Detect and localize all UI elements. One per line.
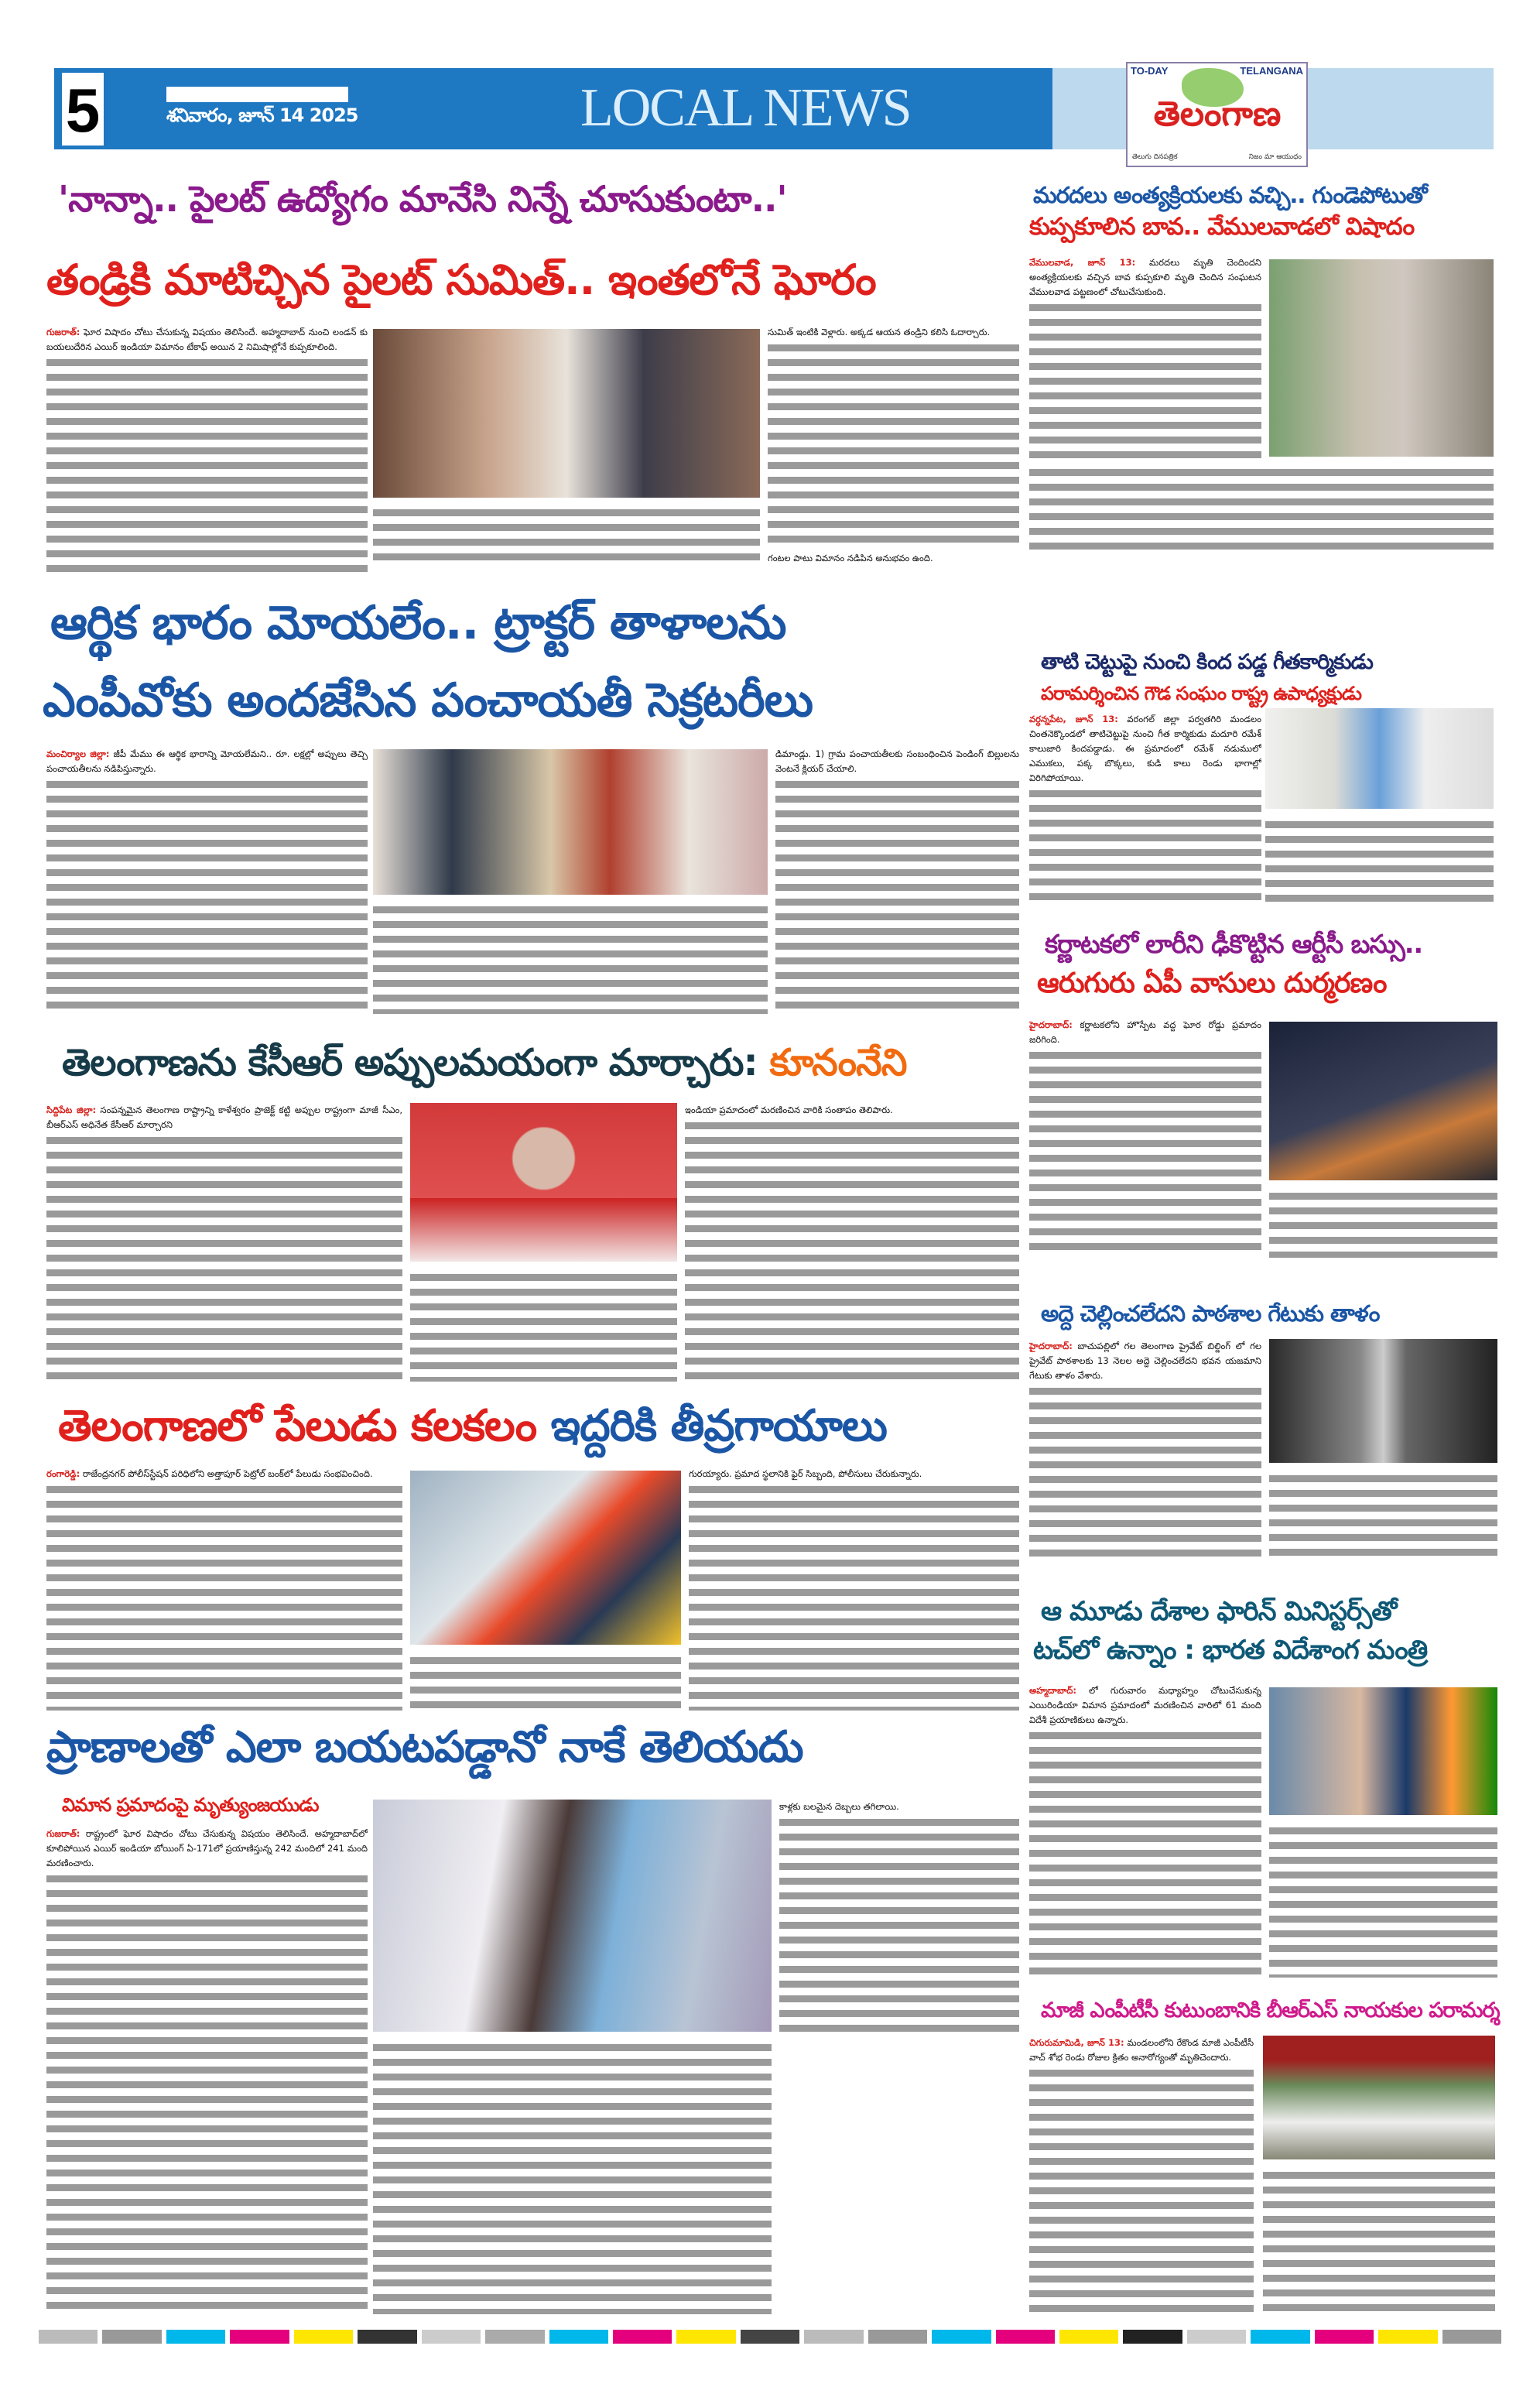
print-color-bars — [39, 2330, 1501, 2344]
side4-headline: అద్దె చెల్లించలేదని పాఠశాల గేటుకు తాళం — [1041, 1300, 1380, 1327]
newspaper-logo — [1126, 62, 1308, 167]
story5-col-right: కాళ్లకు బలమైన దెబ్బలు తగిలాయి. — [779, 1800, 1019, 2032]
side5-headline-2: టచ్‌లో ఉన్నాం : భారత విదేశాంగ మంత్రి — [1033, 1635, 1428, 1666]
story2-photo — [373, 749, 768, 895]
story2-headline-1: ఆర్థిక భారం మోయలేం.. ట్రాక్టర్ తాళాలను — [50, 596, 786, 650]
side6-photo — [1263, 2036, 1495, 2159]
side6-col: చిగురుమామిడి, జూన్ 13: మండలంలోని రేకొండ మాజీ ఎంపీటీసీ వాచ్ శోభ రెండు రోజుల క్రితం అనారోగ్యంతో మృతిచెందారు. — [1029, 2036, 1254, 2314]
story2-col-left: మంచిర్యాల జిల్లా: జీపీ మేము ఈ ఆర్థిక భారాన్ని మోయలేమని.. రూ. లక్షల్లో అప్పులు తెచ్చి పంచాయతీలను నడిపిస్తున్నారు. — [46, 747, 368, 1014]
side1-headline-2: కుప్పకూలిన బావ.. వేములవాడలో విషాదం — [1029, 213, 1415, 241]
page-number: 5 — [60, 71, 105, 147]
side2-headline-2: పరామర్శించిన గౌడ సంఘం రాష్ట్ర ఉపాధ్యక్షుడు — [1041, 683, 1361, 704]
side1-photo — [1269, 259, 1494, 457]
story3-col-under-photo — [410, 1269, 677, 1382]
lead-text: ఘోర విషాదం చోటు చేసుకున్న విషయం తెలిసిందే. అహ్మదాబాద్ నుంచి లండన్ కు బయలుదేరిన ఎయిర్ ఇండియా విమానం టేకాఫ్ అయిన 2 నిమిషాల్లోనే కుప్పకూలింది. — [46, 327, 368, 352]
story2-col-under-photo — [373, 902, 768, 1014]
story1-tail: గంటల పాటు విమానం నడిపిన అనుభవం ఉంది. — [768, 553, 933, 563]
side4-col: హైదరాబాద్: బాచుపల్లిలో గల తెలంగాణ ప్రైవేట్ బిల్డింగ్ లో గల ప్రైవేట్ పాఠశాలకు 13 నెలల అద్దె చెల్లించలేదని భవన యజమాని గేటుకు తాళం వేశారు. — [1029, 1339, 1261, 1563]
story5-col-under-photo — [373, 2039, 772, 2314]
body-text — [768, 340, 1019, 550]
side6-headline: మాజీ ఎంపీటీసీ కుటుంబానికి బీఆర్ఎస్ నాయకుల పరామర్శ — [1041, 1998, 1500, 2022]
story3-headline-name: కూనంనేని — [769, 1041, 907, 1084]
story5-headline: ప్రాణాలతో ఎలా బయటపడ్డానో నాకే తెలియదు — [46, 1722, 803, 1772]
side3-headline-1: కర్ణాటకలో లారీని ఢీకొట్టిన ఆర్టీసీ బస్సు.. — [1045, 929, 1422, 959]
story3-headline: తెలంగాణను కేసీఆర్ అప్పులమయంగా మార్చారు: కూనంనేని — [62, 1041, 907, 1084]
dateline: గుజరాత్: — [46, 327, 80, 337]
logo-tagline-left: తెలుగు దినపత్రిక — [1132, 153, 1178, 161]
issue-date: శనివారం, జూన్ 14 2025 — [166, 104, 358, 126]
story1-col-left — [46, 325, 368, 573]
logo-tagline-right: నిజం మా ఆయుధం — [1248, 153, 1302, 161]
story1-headline-2: తండ్రికి మాటిచ్చిన పైలట్ సుమిత్.. ఇంతలోనే ఘోరం — [46, 255, 876, 304]
logo-today: TO-DAY — [1131, 65, 1169, 77]
side4-col-right — [1269, 1471, 1497, 1563]
story3-col-right: ఇండియా ప్రమాదంలో మరణించిన వారికి సంతాపం తెలిపారు. — [685, 1103, 1019, 1382]
side1-headline-1: మరదలు అంత్యక్రియలకు వచ్చి.. గుండెపోటుతో — [1033, 182, 1427, 208]
date-box — [166, 87, 348, 102]
lead-text: సుమిత్ ఇంటికి వెళ్లారు. అక్కడ ఆయన తండ్రిని కలిసి ఓదార్చారు. — [768, 327, 991, 337]
story3-photo — [410, 1103, 677, 1262]
side3-col: హైదరాబాద్: కర్ణాటకలోని హొస్పేట వద్ద ఘోర రోడ్డు ప్రమాదం జరిగింది. — [1029, 1018, 1261, 1258]
side5-headline-1: ఆ మూడు దేశాల ఫారిన్ మినిస్టర్స్‌తో — [1041, 1596, 1397, 1627]
story4-headline: తెలంగాణలో పేలుడు కలకలం ఇద్దరికి తీవ్రగాయాలు — [58, 1401, 887, 1451]
side2-headline-1: తాటి చెట్టుపై నుంచి కింద పడ్డ గీతకార్మికుడు — [1041, 650, 1373, 674]
logo-name: తెలంగాణ — [1153, 94, 1282, 134]
story4-photo — [410, 1471, 681, 1645]
side5-col: అహ్మదాబాద్: లో గురువారం మధ్యాహ్నం చోటుచేసుకున్న ఎయిరిండియా విమాన ప్రమాదంలో మరణించిన వారిలో 61 మంది విదేశీ ప్రయాణికులు ఉన్నారు. — [1029, 1683, 1261, 1978]
story1-col-right — [768, 325, 1019, 550]
side3-photo — [1269, 1022, 1497, 1180]
side3-headline-2: ఆరుగురు ఏపీ వాసులు దుర్మరణం — [1037, 967, 1387, 999]
story1-headline-1: 'నాన్నా.. పైలట్ ఉద్యోగం మానేసి నిన్నే చూసుకుంటా..' — [58, 178, 787, 220]
story3-col-left: సిద్దిపేట జిల్లా: సంపన్నమైన తెలంగాణ రాష్ట్రాన్ని కాళేశ్వరం ప్రాజెక్ట్ కట్టి అప్పుల రాష్ట్రంగా మాజీ సీఎం, బీఆర్ఎస్ అధినేత కేసీఆర్ మార్చారని — [46, 1103, 402, 1382]
story5-subhead: విమాన ప్రమాదంపై మృత్యుంజయుడు — [62, 1794, 319, 1816]
section-title: LOCAL NEWS — [580, 78, 911, 138]
body-text — [46, 354, 368, 573]
side2-photo — [1265, 708, 1494, 809]
side5-col-right — [1269, 1823, 1497, 1978]
story4-col-left: రంగారెడ్డి: రాజేంద్రనగర్ పోలీస్‌స్టేషన్ పరిధిలోని అత్తాపూర్ పెట్రోల్ బంక్‌లో పేలుడు సంభవించింది. — [46, 1467, 402, 1711]
side2-col-right — [1265, 817, 1494, 906]
story4-col-right: గురయ్యారు. ప్రమాద స్థలానికి ఫైర్ సిబ్బంది, పోలీసులు చేరుకున్నారు. — [689, 1467, 1019, 1711]
side6-col-right — [1263, 2167, 1495, 2314]
story2-col-right: డిమాండ్లు. 1) గ్రామ పంచాయతీలకు సంబంధించిన పెండింగ్ బిల్లులను వెంటనే క్లియర్ చేయాలి. — [775, 747, 1019, 1014]
story1-col-under-photo — [373, 505, 760, 567]
side1-col: వేములవాడ, జూన్ 13: మరదలు మృతి చెందిందని అంత్యక్రియలకు వచ్చిన బావ కుప్పకూలి మృతి చెందిన సంఘటన వేములవాడ పట్టణంలో చోటుచేసుకుంది. — [1029, 255, 1261, 464]
story5-photo — [373, 1800, 772, 2032]
side5-photo — [1269, 1687, 1497, 1815]
side3-col-right — [1269, 1188, 1497, 1258]
story5-col-left: గుజరాత్: రాష్ట్రంలో ఘోర విషాదం చోటు చేసుకున్న విషయం తెలిసిందే. అహ్మదాబాద్‌లో కూలిపోయిన ఎయిర్ ఇండియా బోయింగ్ ఏ-171లో ప్రయాణిస్తున్న 242 మందిలో 241 మంది మరణించారు. — [46, 1827, 368, 2314]
story2-headline-2: ఎంపీవోకు అందజేసిన పంచాయతీ సెక్రటరీలు — [43, 673, 813, 728]
side1-col-bottom — [1029, 464, 1494, 557]
story1-photo — [373, 329, 760, 498]
side4-photo-padlock — [1269, 1339, 1497, 1463]
side2-col: వర్ధన్నపేట, జూన్ 13: వరంగల్ జిల్లా పర్వతగిరి మండలం చింతనెక్కొండలో తాటిచెట్టుపై నుంచి గీత కార్మికుడు మదూరి రమేశ్ కాలుజారి కిందపడ్డాడు. ఈ ప్రమాదంలో రమేశ్ నడుములో ఎముకలు, పక్క బొక్కలు, కుడి కాలు రెండు భాగాల్లో విరిగిపోయాయి. — [1029, 712, 1261, 906]
logo-telangana: TELANGANA — [1240, 65, 1303, 77]
story4-col-under-photo — [410, 1652, 681, 1711]
